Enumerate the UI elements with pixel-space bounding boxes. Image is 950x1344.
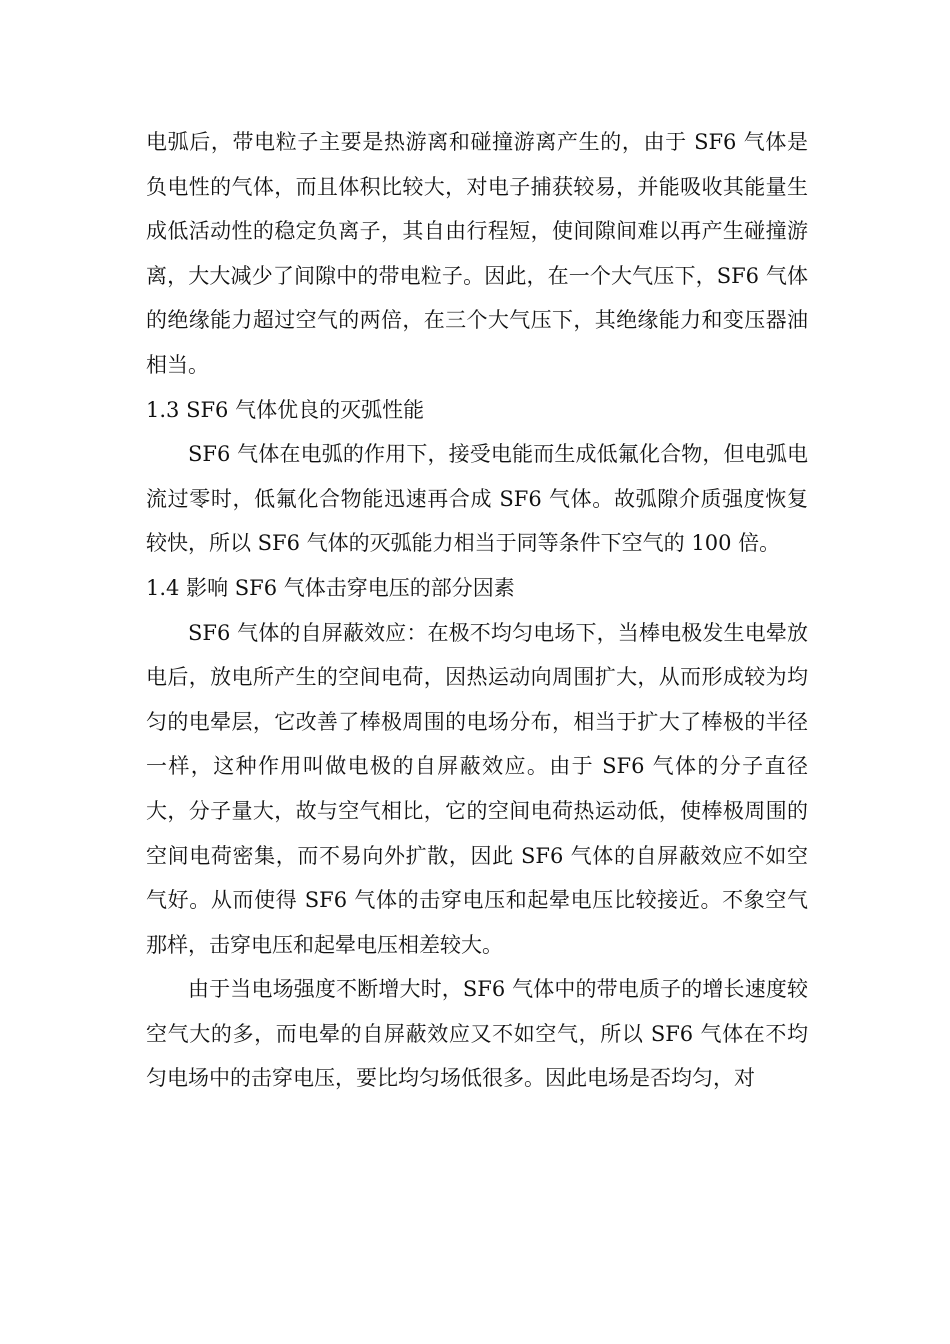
document-body <box>146 120 808 1101</box>
paragraph-nonuniform-field: 由于当电场强度不断增大时，SF6 气体中的带电质子的增长速度较空气大的多，而电晕的自屏蔽效应又不如空气，所以 SF6 气体在不均匀电场中的击穿电压，要比均匀场低很多。因此电场是否均匀，对 <box>146 977 808 1091</box>
section-heading-1-4: 1.4 影响 SF6 气体击穿电压的部分因素 <box>146 575 515 600</box>
section-heading-1-3: 1.3 SF6 气体优良的灭弧性能 <box>146 397 425 422</box>
paragraph-arc-quenching: SF6 气体在电弧的作用下，接受电能而生成低氟化合物，但电弧电流过零时，低氟化合物能迅速再合成 SF6 气体。故弧隙介质强度恢复较快，所以 SF6 气体的灭弧能力相当于同等条件下空气的 100 倍。 <box>146 442 808 556</box>
paragraph-dielectric-strength: 电弧后，带电粒子主要是热游离和碰撞游离产生的，由于 SF6 气体是负电性的气体，而且体积比较大，对电子捕获较易，并能吸收其能量生成低活动性的稳定负离子，其自由行程短，使间隙间难以再产生碰撞游离，大大减少了间隙中的带电粒子。因此，在一个大气压下，SF6 气体的绝缘能力超过空气的两倍，在三个大气压下，其绝缘能力和变压器油相当。 <box>146 130 808 377</box>
paragraph-self-shielding: SF6 气体的自屏蔽效应：在极不均匀电场下，当棒电极发生电晕放电后，放电所产生的空间电荷，因热运动向周围扩大，从而形成较为均匀的电晕层，它改善了棒极周围的电场分布，相当于扩大了棒极的半径一样，这种作用叫做电极的自屏蔽效应。由于 SF6 气体的分子直径大，分子量大，故与空气相比，它的空间电荷热运动低，使棒极周围的空间电荷密集，而不易向外扩散，因此 SF6 气体的自屏蔽效应不如空气好。从而使得 SF6 气体的击穿电压和起晕电压比较接近。不象空气那样，击穿电压和起晕电压相差较大。 <box>146 620 808 957</box>
